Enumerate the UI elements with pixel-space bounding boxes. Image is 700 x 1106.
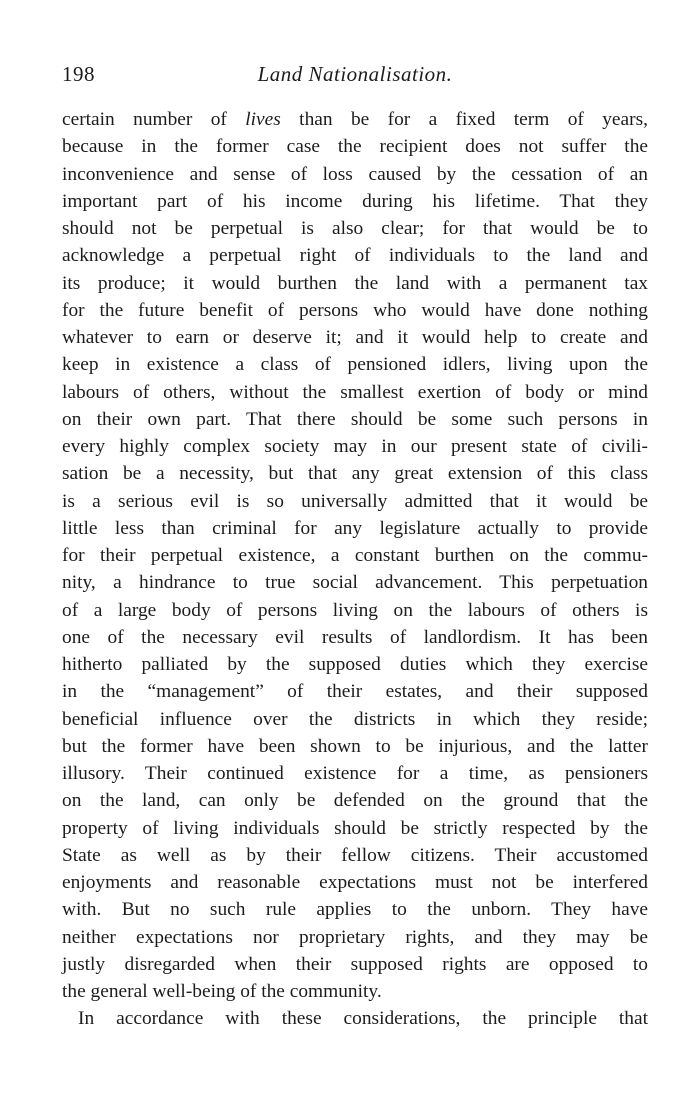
emphasized-word: lives [245,109,281,130]
text-line: keep in existence a class of pensioned idlers, living upon the [62,354,648,376]
text-line: nity, a hindrance to true social advancement. This perpetuation [62,572,648,594]
running-title: Land Nationalisation. [257,62,453,86]
text-line: labours of others, without the smallest exertion of body or mind [62,381,648,403]
text-line: one of the necessary evil results of landlordism. It has been [62,626,648,648]
paragraph-last-line: the general well-being of the community. [62,981,382,1002]
text-line: with. But no such rule applies to the unborn. They have [62,899,648,921]
text-line: is a serious evil is so universally admitted that it would be [62,490,648,512]
text-line: every highly complex society may in our present state of civili- [62,436,648,457]
text-line [62,106,648,133]
text-line: should not be perpetual is also clear; for that would be to [62,218,648,239]
text-line: important part of his income during his lifetime. That they [62,190,648,212]
text-line: on their own part. That there should be some such persons in [62,408,648,430]
text-line: State as well as by their fellow citizens. Their accustomed [62,844,648,866]
paragraph-first-line: In accordance with these considerations, the principle that [78,1008,648,1030]
text-line: its produce; it would burthen the land with a permanent tax [62,272,648,294]
text-line: beneficial influence over the districts in which they reside; [62,708,648,730]
text-segment: certain number of [62,109,246,130]
text-line: for their perpetual existence, a constant burthen on the commu- [62,545,648,566]
text-line: illusory. Their continued existence for a time, as pensioners [62,763,648,784]
text-line: but the former have been shown to be injurious, and the latter [62,735,648,757]
text-line: little less than criminal for any legislature actually to provide [62,517,648,539]
page-header [62,62,648,92]
body-text [62,106,648,1033]
text-line: inconvenience and sense of loss caused by the cessation of an [62,163,648,185]
text-line: sation be a necessity, but that any great extension of this class [62,463,648,485]
text-line: acknowledge a perpetual right of individuals to the land and [62,245,648,267]
text-line: neither expectations nor proprietary rights, and they may be [62,926,648,948]
text-line: for the future benefit of persons who would have done nothing [62,299,648,321]
text-line: whatever to earn or deserve it; and it would help to create and [62,327,648,348]
text-line: justly disregarded when their supposed rights are opposed to [62,953,648,975]
page-number: 198 [62,62,95,86]
text-line: in the “management” of their estates, and their supposed [62,681,648,703]
text-line: of a large body of persons living on the labours of others is [62,599,648,621]
text-line: on the land, can only be defended on the ground that the [62,790,648,812]
text-line: property of living individuals should be strictly respected by the [62,817,648,839]
text-segment: than be for a fixed term of years, [280,109,648,130]
text-line: enjoyments and reasonable expectations must not be interfered [62,872,648,893]
text-line: hitherto palliated by the supposed duties which they exercise [62,654,648,675]
text-line: because in the former case the recipient does not suffer the [62,136,648,158]
